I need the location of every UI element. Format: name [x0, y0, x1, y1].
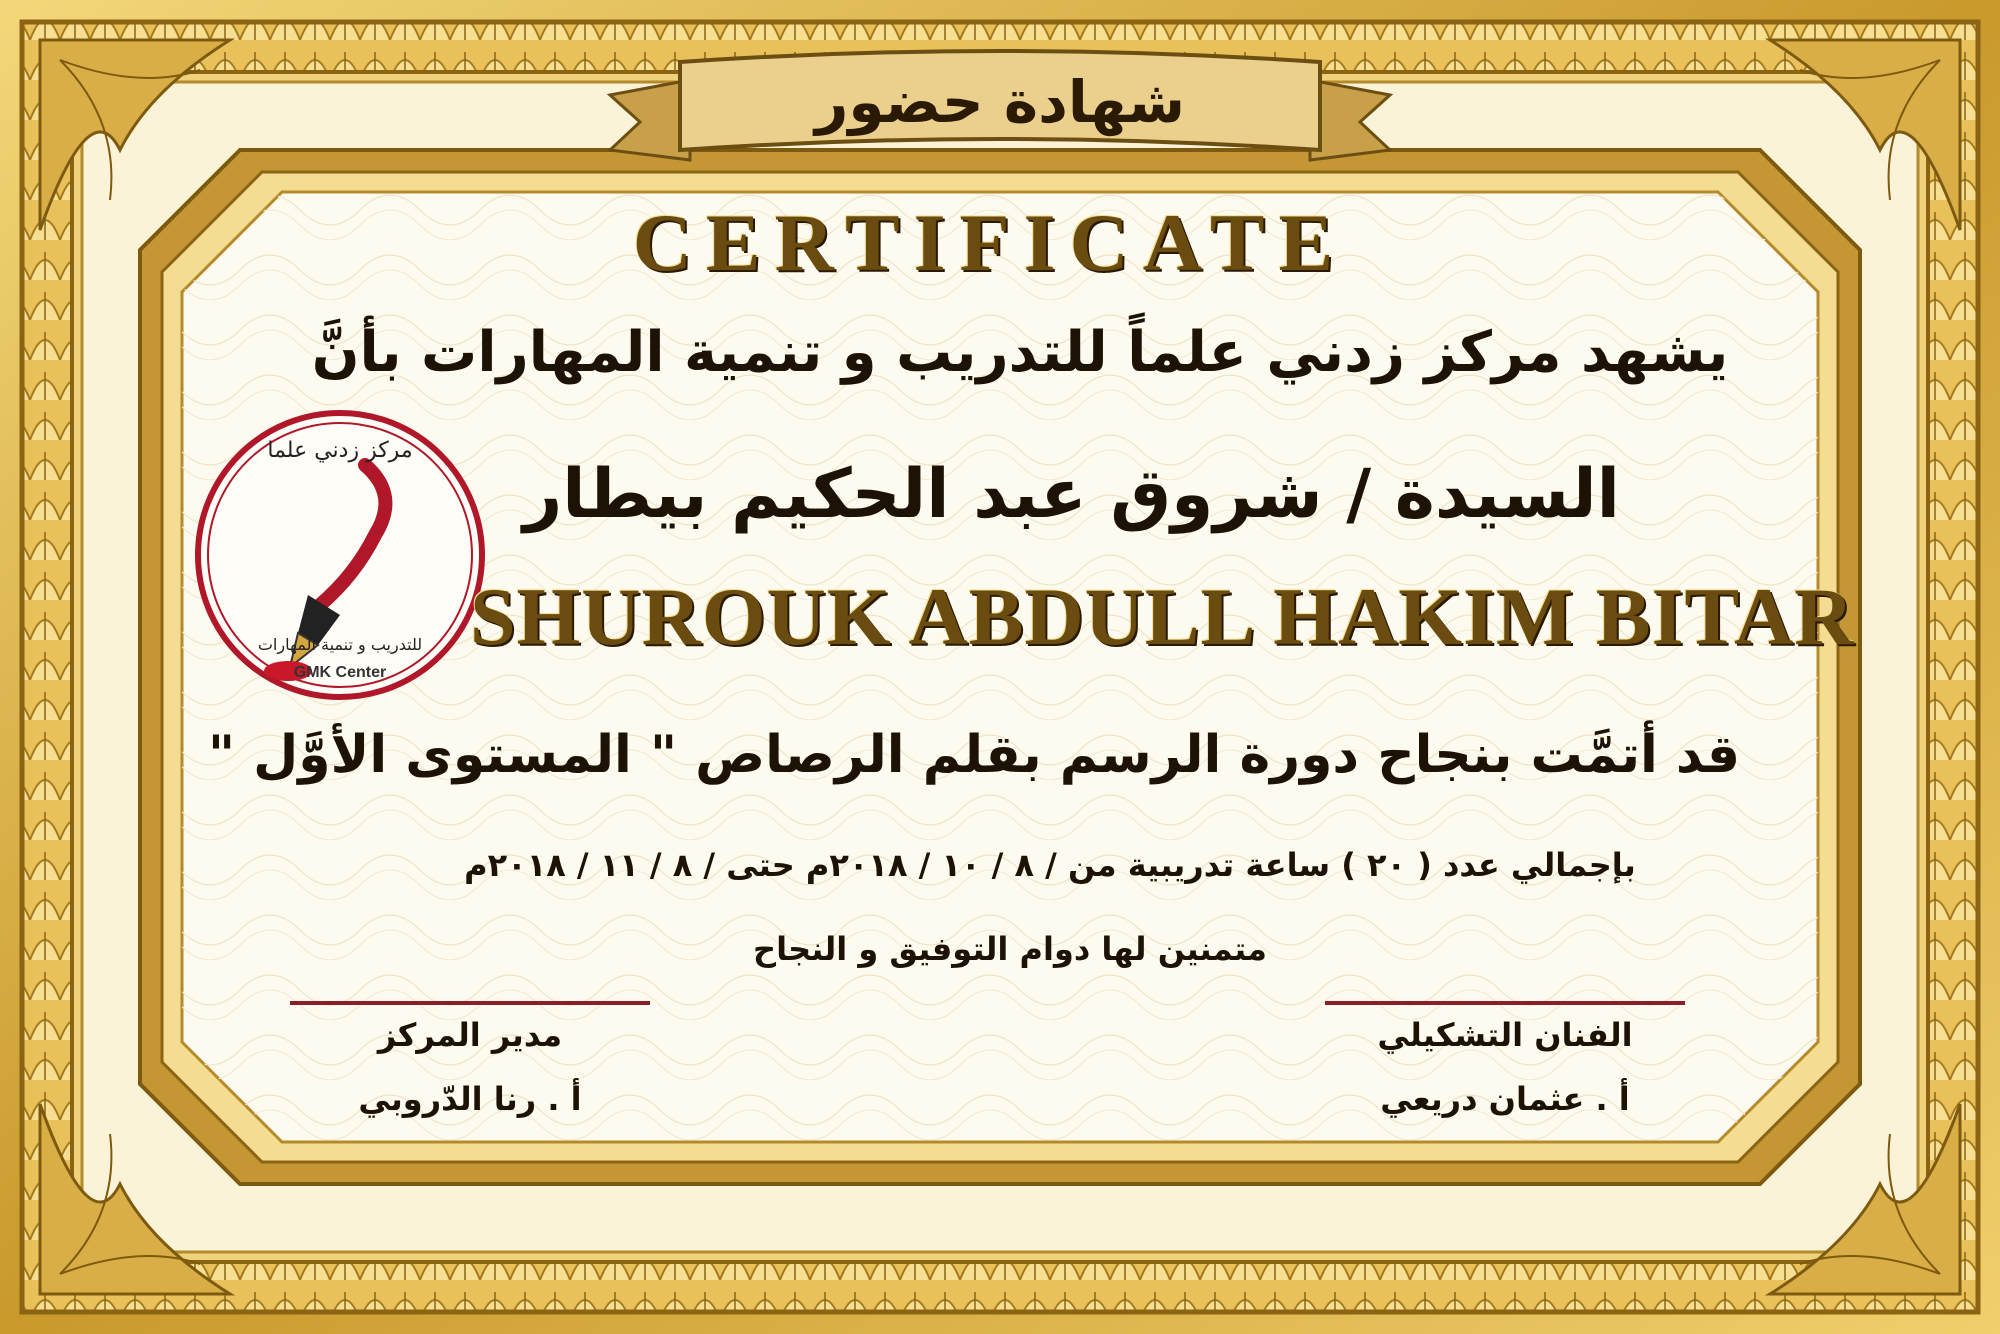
recipient-name-arabic: السيدة / شروق عبد الحكيم بيطار [523, 455, 1620, 534]
hours-line: بإجمالي عدد ( ٢٠ ) ساعة تدريبية من / ٨ / ١٠ / ٢٠١٨م حتى / ٨ / ١١ / ٢٠١٨م [464, 846, 1636, 884]
recipient-name-english: SHUROUK ABDULL HAKIM BITAR [470, 571, 1855, 662]
signature-left-name: أ . رنا الدّروبي [358, 1080, 582, 1118]
signature-right-title: الفنان التشكيلي [1377, 1016, 1633, 1054]
logo-text-bottom: للتدريب و تنمية المهارات [257, 635, 423, 654]
certificate-title: CERTIFICATE [632, 197, 1348, 288]
signature-line-right [1325, 1001, 1685, 1005]
logo-badge: GMK Center [293, 664, 387, 681]
signature-line-left [290, 1001, 650, 1005]
ribbon-title: شهادة حضور [814, 68, 1185, 136]
signature-left-title: مدير المركز [377, 1016, 563, 1054]
logo-text-top: مركز زدني علما [267, 438, 413, 463]
center-logo [190, 405, 490, 705]
wishes-line: متمنين لها دوام التوفيق و النجاح [753, 930, 1267, 968]
statement-line: يشهد مركز زدني علماً للتدريب و تنمية المهارات بأنَّ [311, 320, 1729, 385]
course-line: قد أتمَّت بنجاح دورة الرسم بقلم الرصاص " المستوى الأوَّل " [207, 725, 1740, 785]
signature-right-name: أ . عثمان دريعي [1380, 1080, 1630, 1118]
